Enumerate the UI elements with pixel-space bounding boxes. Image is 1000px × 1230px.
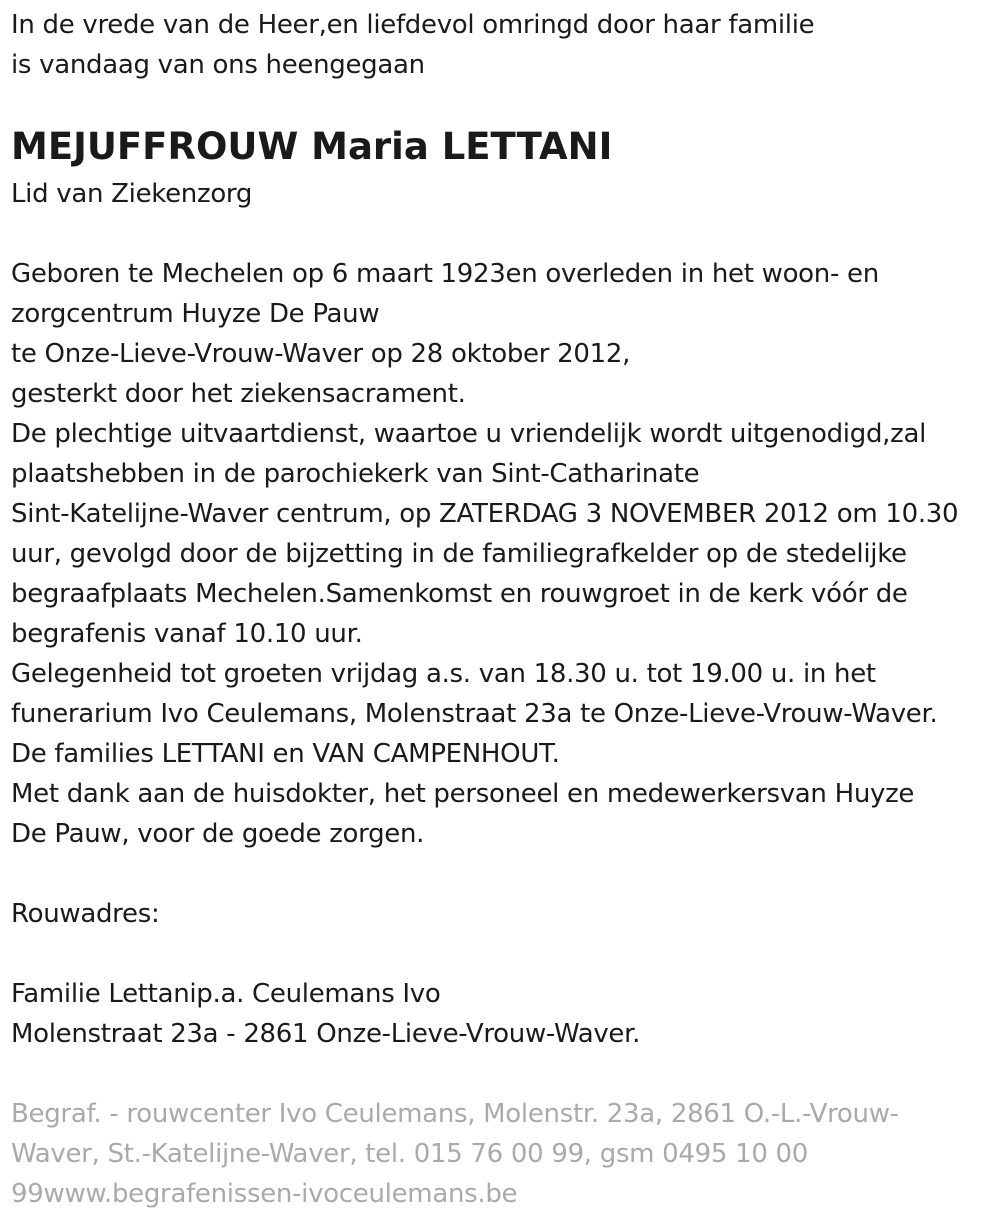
mourning-address: [11, 974, 640, 1054]
address-line: Familie Lettanip.a. Ceulemans Ivo: [11, 979, 441, 1009]
footer-line: Begraf. - rouwcenter Ivo Ceulemans, Molenstr. 23a, 2861 O.-L.-Vrouw-: [11, 1099, 899, 1129]
footer-line: 99www.begrafenissen-ivoceulemans.be: [11, 1179, 518, 1209]
body-line: Sint-Katelijne-Waver centrum, op ZATERDAG 3 NOVEMBER 2012 om 10.30: [11, 499, 959, 529]
body-line: te Onze-Lieve-Vrouw-Waver op 28 oktober 2012,: [11, 339, 631, 369]
body-line: Met dank aan de huisdokter, het personeel en medewerkersvan Huyze: [11, 779, 915, 809]
body-line: funerarium Ivo Ceulemans, Molenstraat 23a te Onze-Lieve-Vrouw-Waver.: [11, 699, 938, 729]
body-line: Gelegenheid tot groeten vrijdag a.s. van 18.30 u. tot 19.00 u. in het: [11, 659, 876, 689]
intro-line: In de vrede van de Heer,en liefdevol omringd door haar familie: [11, 10, 815, 40]
body-line: zorgcentrum Huyze De Pauw: [11, 299, 380, 329]
body-line: plaatshebben in de parochiekerk van Sint-Catharinate: [11, 459, 700, 489]
body-line: Geboren te Mechelen op 6 maart 1923en overleden in het woon- en: [11, 259, 879, 289]
body-line: De plechtige uitvaartdienst, waartoe u vriendelijk wordt uitgenodigd,zal: [11, 419, 927, 449]
rouwadres-label: Rouwadres:: [11, 899, 160, 929]
body-line: uur, gevolgd door de bijzetting in de familiegrafkelder op de stedelijke: [11, 539, 907, 569]
intro-line: is vandaag van ons heengegaan: [11, 50, 425, 80]
address-line: Molenstraat 23a - 2861 Onze-Lieve-Vrouw-Waver.: [11, 1019, 641, 1049]
footer-line: Waver, St.-Katelijne-Waver, tel. 015 76 00 99, gsm 0495 10 00: [11, 1139, 809, 1169]
body-line: gesterkt door het ziekensacrament.: [11, 379, 466, 409]
intro-paragraph: [11, 5, 814, 85]
body-line: begrafenis vanaf 10.10 uur.: [11, 619, 363, 649]
membership-line: Lid van Ziekenzorg: [11, 179, 253, 209]
body-line: begraafplaats Mechelen.Samenkomst en rouwgroet in de kerk vóór de: [11, 579, 908, 609]
body-line: De Pauw, voor de goede zorgen.: [11, 819, 425, 849]
funeral-home-footer: [11, 1094, 899, 1214]
body-line: De families LETTANI en VAN CAMPENHOUT.: [11, 739, 560, 769]
deceased-name: MEJUFFROUW Maria LETTANI: [11, 125, 613, 168]
announcement-body: [11, 254, 958, 854]
